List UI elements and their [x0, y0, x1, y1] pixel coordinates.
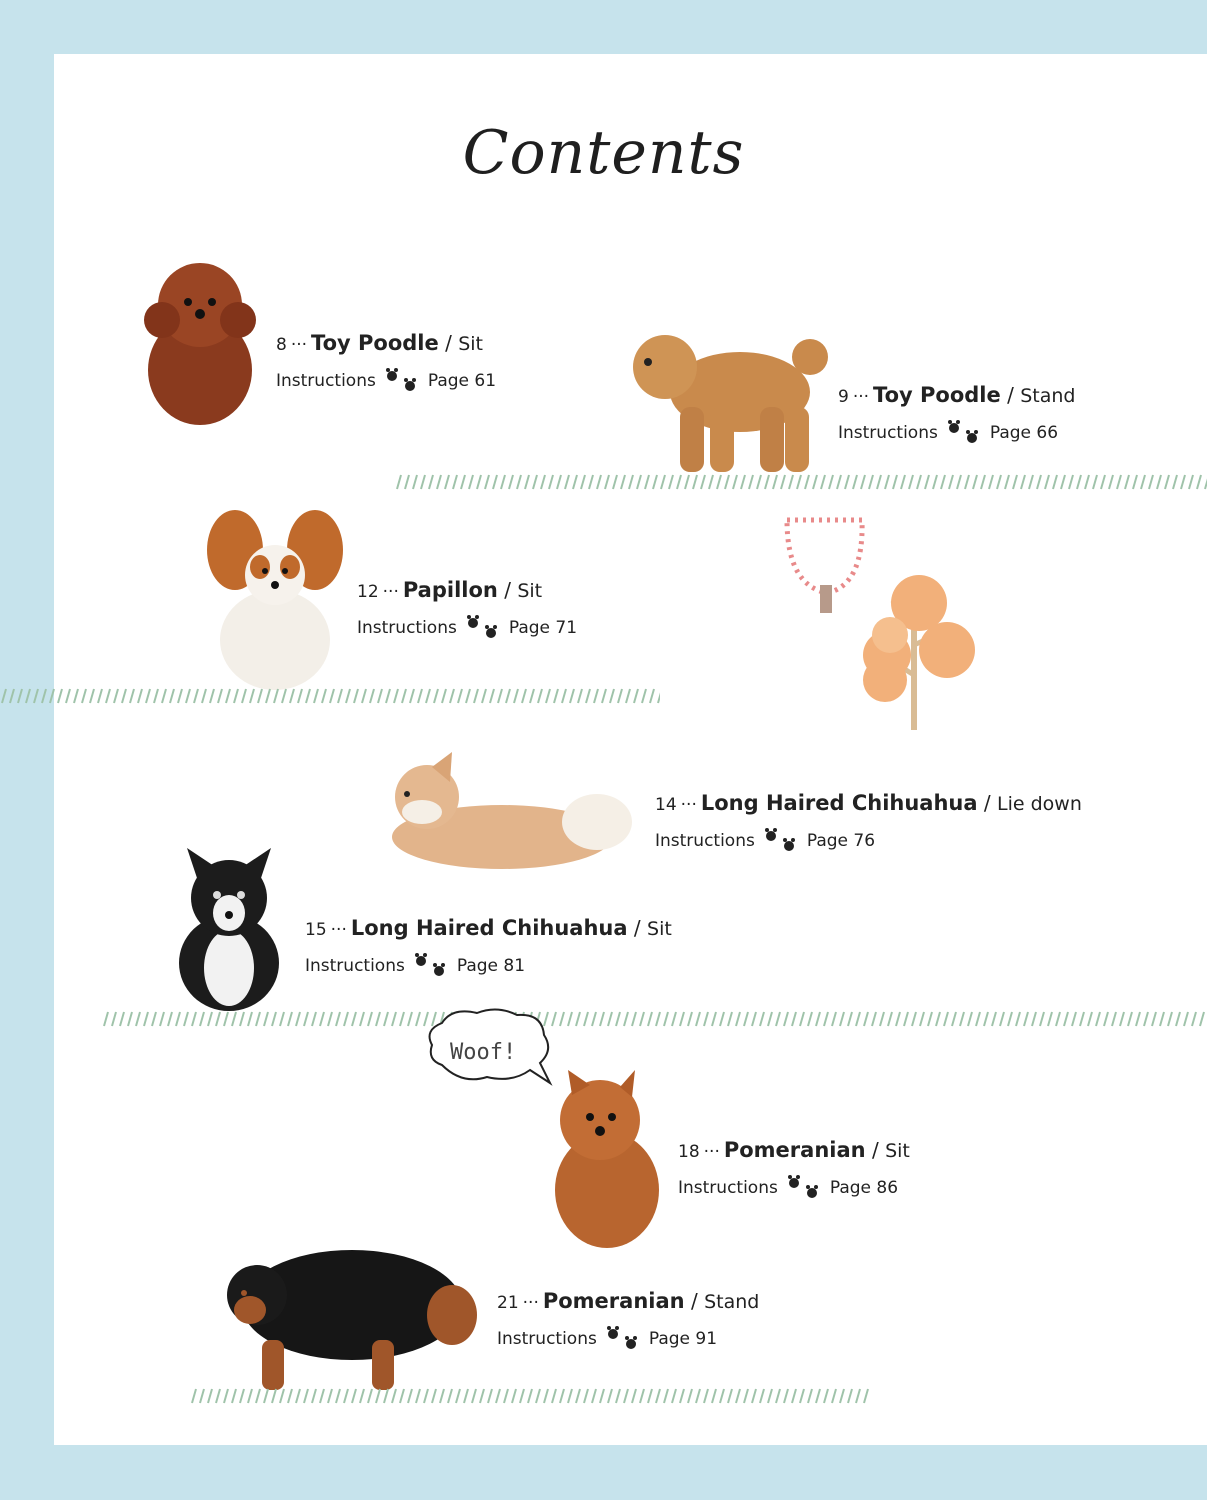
instructions-page: Page 71 [508, 618, 578, 638]
entry-pose: Sit [517, 580, 543, 602]
paw-prints-icon [761, 828, 801, 854]
instructions-page: Page 86 [829, 1178, 899, 1198]
paw-prints-icon [411, 953, 451, 979]
toy-poodle-stand-photo [630, 312, 830, 477]
instructions-label: Instructions [305, 956, 405, 976]
paw-prints-icon [784, 1175, 824, 1201]
entry-page-number: 9 [838, 387, 849, 407]
entry-pose: Sit [647, 918, 672, 940]
instructions-page: Page 81 [456, 956, 526, 976]
leader-dots: ··· [382, 582, 399, 602]
instructions-page: Page 66 [989, 423, 1059, 443]
instructions-label: Instructions [497, 1329, 597, 1349]
contents-entry[interactable]: 8 ··· Toy Poodle / Sit Instructions Page 61 [276, 330, 496, 394]
entry-pose: Stand [704, 1291, 760, 1313]
entry-page-number: 8 [276, 335, 287, 355]
instructions-page: Page 91 [648, 1329, 718, 1349]
paw-prints-icon [944, 420, 984, 446]
leader-dots: ··· [522, 1293, 539, 1313]
contents-entry[interactable]: 14 ··· Long Haired Chihuahua / Lie down Instructions Page 76 [655, 790, 1082, 854]
contents-entry[interactable]: 9 ··· Toy Poodle / Stand Instructions Page 66 [838, 382, 1075, 446]
entry-dog-name: Toy Poodle [873, 383, 1001, 407]
paw-prints-icon [603, 1326, 643, 1352]
pomeranian-sit-photo [550, 1065, 665, 1250]
instructions-label: Instructions [678, 1178, 778, 1198]
speech-bubble-text: Woof! [450, 1040, 517, 1065]
leader-dots: ··· [680, 795, 697, 815]
entry-page-number: 14 [655, 795, 677, 815]
grass-divider [102, 1011, 1207, 1027]
leader-dots: ··· [703, 1142, 720, 1162]
toy-poodle-sit-photo [140, 250, 260, 430]
chihuahua-lie-down-photo [372, 752, 632, 877]
instructions-page: Page 76 [806, 831, 876, 851]
papillon-sit-photo [205, 505, 345, 690]
decorative-trees-illustration [782, 515, 982, 735]
entry-pose: Sit [885, 1140, 910, 1162]
entry-page-number: 18 [678, 1142, 700, 1162]
contents-entry[interactable]: 12 ··· Papillon / Sit Instructions Page 71 [357, 577, 577, 641]
entry-page-number: 21 [497, 1293, 519, 1313]
entry-dog-name: Long Haired Chihuahua [350, 916, 628, 940]
leader-dots: ··· [852, 387, 870, 407]
contents-entry[interactable]: 15 ··· Long Haired Chihuahua / Sit Instructions Page 81 [305, 915, 672, 979]
chihuahua-sit-photo [172, 843, 287, 1013]
paw-prints-icon [382, 368, 422, 394]
contents-entry[interactable]: 21 ··· Pomeranian / Stand Instructions Page 91 [497, 1288, 759, 1352]
grass-divider [190, 1388, 870, 1404]
pomeranian-stand-photo [222, 1225, 482, 1395]
entry-pose: Lie down [997, 793, 1082, 815]
entry-dog-name: Pomeranian [723, 1138, 866, 1162]
leader-dots: ··· [330, 920, 347, 940]
grass-divider [0, 688, 660, 704]
entry-page-number: 12 [357, 582, 379, 602]
instructions-label: Instructions [357, 618, 457, 638]
paw-prints-icon [463, 615, 503, 641]
entry-dog-name: Toy Poodle [311, 331, 439, 355]
entry-pose: Sit [458, 333, 483, 355]
entry-page-number: 15 [305, 920, 327, 940]
instructions-label: Instructions [838, 423, 938, 443]
entry-pose: Stand [1020, 385, 1076, 407]
instructions-label: Instructions [655, 831, 755, 851]
entry-dog-name: Papillon [402, 578, 498, 602]
entry-dog-name: Pomeranian [542, 1289, 685, 1313]
page-title: Contents [462, 118, 745, 188]
entry-dog-name: Long Haired Chihuahua [700, 791, 978, 815]
leader-dots: ··· [290, 335, 308, 355]
instructions-page: Page 61 [427, 371, 497, 391]
grass-divider [395, 474, 1207, 490]
contents-entry[interactable]: 18 ··· Pomeranian / Sit Instructions Page 86 [678, 1137, 910, 1201]
instructions-label: Instructions [276, 371, 376, 391]
